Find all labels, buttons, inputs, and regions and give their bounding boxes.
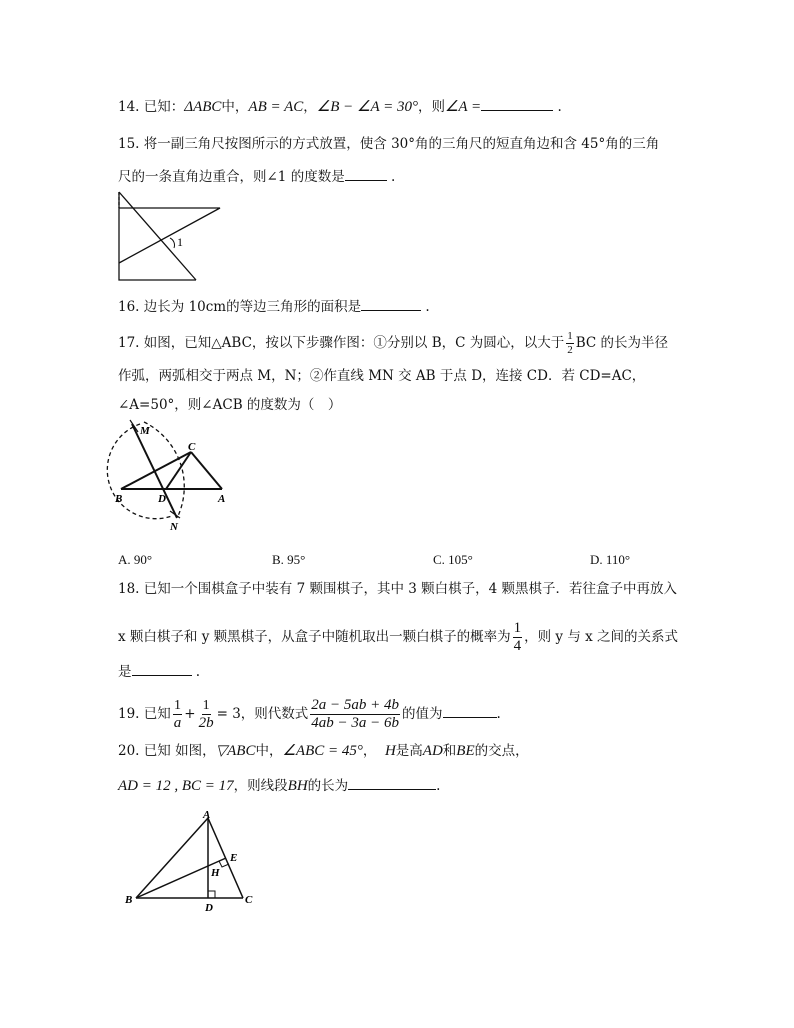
q19-f1-den: a: [173, 714, 182, 731]
q19-plus: +: [184, 706, 196, 722]
question-16: [118, 296, 430, 317]
q20-label-e: E: [230, 852, 238, 864]
q17-text-3: 作弧，两弧相交于两点 M，N；②作直线 MN 交 AB 于点 D，连接 CD．若 CD=AC，: [118, 368, 646, 384]
q20-side-ab: [136, 818, 208, 898]
q18-text-4: 是: [118, 664, 132, 680]
q19-text-3: 的值为: [402, 706, 443, 722]
question-18-line-3: [118, 661, 200, 682]
q20-text-3: ，: [362, 743, 377, 759]
q20-text-8: 的长为: [307, 778, 349, 794]
q17-text-1: 如图，已知△ABC，按以下步骤作图：①分别以 B，C 为圆心，以大于: [143, 335, 565, 351]
q19-answer-blank[interactable]: [443, 703, 497, 718]
q18-fraction: [513, 621, 523, 654]
q17-text-2: BC 的长为半径: [575, 335, 669, 351]
q20-end: .: [436, 778, 441, 794]
q17-label-m: M: [140, 425, 150, 437]
q17-segment-ca: [191, 452, 222, 489]
q18-answer-blank[interactable]: [132, 661, 192, 676]
q20-math-6: AD = 12 , BC = 17: [118, 778, 234, 794]
q17-choice-a[interactable]: A. 90°: [118, 552, 153, 567]
q19-equals: = 3: [216, 706, 241, 722]
q20-math-3: H: [384, 743, 396, 759]
q19-f3-den: 4ab − 3a − 6b: [311, 715, 400, 731]
q17-number: 17.: [118, 335, 140, 351]
q14-end: .: [557, 99, 562, 115]
q17-choice-b[interactable]: B. 95°: [272, 552, 306, 567]
q14-number: 14.: [118, 99, 140, 115]
q20-label-c: C: [245, 894, 253, 906]
question-18-line-1: [118, 579, 677, 599]
q17-segment-bc: [121, 452, 191, 489]
q14-math-4: ∠A =: [444, 99, 482, 115]
q20-text-2: 中，: [255, 743, 283, 759]
q17-text-4: ∠A=50°，则∠ACB 的度数为（ ）: [118, 397, 342, 413]
question-14: [118, 96, 562, 117]
q19-end: .: [496, 706, 501, 722]
question-20-line-2: [118, 775, 440, 796]
q15-figure: [114, 190, 224, 282]
q17-choice-d[interactable]: D. 110°: [590, 552, 631, 567]
q14-math-1: ΔABC: [184, 99, 222, 115]
q19-text-2: ，则代数式: [240, 706, 309, 722]
q17-choice-c[interactable]: C. 105°: [433, 552, 473, 567]
q15-number: 15.: [118, 136, 140, 152]
question-17-line-1: [118, 331, 668, 356]
q17-label-d: D: [158, 493, 166, 505]
q17-fraction: [566, 331, 574, 356]
q18-frac-num: 1: [513, 620, 522, 636]
q15-hypotenuse-30: [119, 192, 196, 280]
q15-triangle-45: [119, 208, 220, 263]
q16-number: 16.: [118, 299, 140, 315]
q17-frac-num: 1: [567, 330, 573, 342]
q18-end: .: [195, 664, 201, 680]
q20-math-4: AD: [422, 743, 443, 759]
q19-f2-num: 1: [202, 697, 210, 713]
q17-label-n: N: [170, 521, 178, 533]
q20-math-2: ∠ABC = 45°: [282, 743, 363, 759]
question-15-line-2: [118, 166, 395, 187]
q19-f1-num: 1: [174, 697, 182, 713]
q20-text-5: 和: [442, 743, 457, 759]
q19-text-1: 已知: [143, 706, 171, 722]
q14-answer-blank[interactable]: [481, 96, 553, 111]
q14-text-1: 已知：: [143, 99, 185, 115]
q19-fraction-3: [310, 698, 400, 731]
q20-number: 20.: [118, 743, 140, 759]
q18-text-3: ，则 y 与 x 之间的关系式: [524, 629, 679, 645]
q16-end: .: [425, 299, 430, 315]
q19-number: 19.: [118, 706, 140, 722]
q20-label-b: B: [125, 894, 133, 906]
q20-math-5: BE: [456, 743, 475, 759]
question-20-line-1: [118, 741, 529, 761]
q15-text-2: 尺的一条直角边重合，则∠1 的度数是: [118, 169, 345, 185]
q15-angle-arc: [170, 238, 175, 248]
q20-right-angle-d: [208, 891, 215, 898]
q20-answer-blank[interactable]: [348, 775, 436, 790]
q14-math-3: ∠B − ∠A = 30°: [316, 99, 418, 115]
q19-fraction-1: [173, 699, 183, 731]
q20-math-1: ▽ABC: [215, 743, 256, 759]
q17-figure: [114, 418, 244, 538]
q18-number: 18.: [118, 581, 140, 597]
question-17-line-2: [118, 366, 645, 386]
q19-fraction-2: [198, 699, 215, 731]
question-17-line-3: [118, 395, 341, 415]
q14-text-2: 中，: [221, 99, 249, 115]
q20-text-7: ，则线段: [233, 778, 288, 794]
q14-text-4: ，则: [417, 99, 445, 115]
q20-math-7: BH: [287, 778, 308, 794]
q15-angle-label: 1: [177, 235, 183, 249]
q20-text-1: 已知 如图，: [143, 743, 216, 759]
q14-math-2: AB = AC: [248, 99, 304, 115]
q16-text: 边长为 10cm的等边三角形的面积是: [143, 299, 362, 315]
q19-f2-den: 2b: [198, 714, 214, 731]
q18-text-2: x 颗白棋子和 y 颗黑棋子，从盒子中随机取出一颗白棋子的概率为: [118, 629, 511, 645]
q18-text-1: 已知一个围棋盒子中装有 7 颗围棋子，其中 3 颗白棋子，4 颗黑棋子．若往盒子中再放入: [143, 581, 678, 597]
q18-frac-den: 4: [513, 638, 522, 654]
q15-text-1: 将一副三角尺按图所示的方式放置，使含 30°角的三角尺的短直角边和含 45°角的三角: [143, 136, 660, 152]
q17-label-c: C: [188, 441, 196, 453]
q20-label-h: H: [211, 867, 220, 879]
q17-label-b: B: [115, 493, 123, 505]
question-15-line-1: [118, 134, 659, 154]
question-19: [118, 698, 501, 731]
q14-text-3: ，: [303, 99, 317, 115]
q17-frac-den: 2: [567, 344, 573, 356]
q16-answer-blank[interactable]: [361, 296, 421, 311]
q17-label-a: A: [218, 493, 226, 505]
question-18-line-2: [118, 621, 678, 654]
q19-f3-num: 2a − 5ab + 4b: [311, 697, 400, 713]
q15-end: .: [391, 169, 396, 185]
q20-label-a: A: [203, 809, 211, 821]
q20-figure: [122, 808, 272, 912]
q20-label-d: D: [205, 902, 213, 914]
q15-answer-blank[interactable]: [345, 166, 387, 181]
q20-text-4: 是高: [395, 743, 423, 759]
q17-line-mn: [132, 424, 177, 518]
q20-text-6: 的交点，: [474, 743, 529, 759]
